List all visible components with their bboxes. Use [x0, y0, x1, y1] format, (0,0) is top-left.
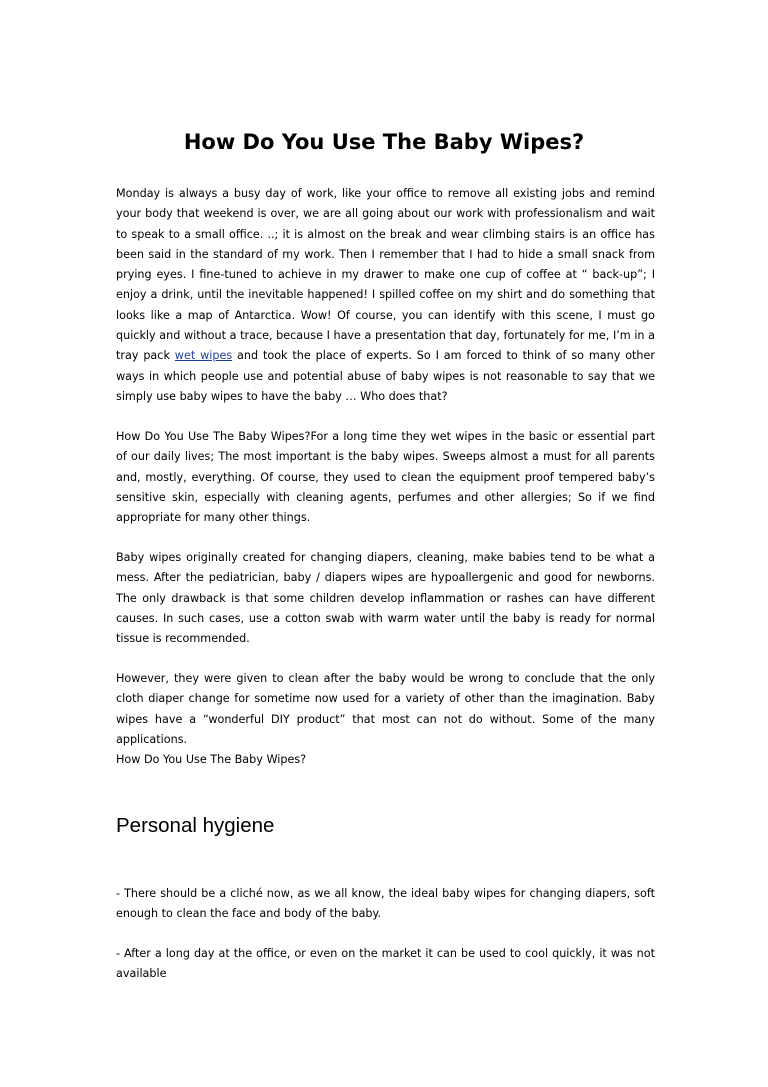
paragraph-intro-text-1: Monday is always a busy day of work, like your office to remove all existing jobs and remind your body that weekend is over, we are all going about our work with professionalism and wait to speak to a small office. ..; it is almost on the break and wear climbing stairs is an office has been said in the standard of my work. Then I remember that I had to hide a small snack from prying eyes. I fine-tuned to achieve in my drawer to make one cup of coffee at “ back-up”; I enjoy a drink, until the inevitable happened! I spilled coffee on my shirt and do something that looks like a map of Antarctica. Wow! Of course, you can identify with this scene, I must go quickly and without a trace, because I have a presentation that day, fortunately for me, I’m in a tray pack [116, 187, 655, 363]
bullet-item-1: - There should be a cliché now, as we all know, the ideal baby wipes for changing diapers, soft enough to clean the face and body of the baby. [116, 887, 655, 921]
paragraph-3: Baby wipes originally created for changing diapers, cleaning, make babies tend to be what a mess. After the pediatrician, baby / diapers wipes are hypoallergenic and good for newborns. The only drawback is that some children develop inflammation or rashes can have different causes. In such cases, use a cotton swab with warm water until the baby is ready for normal tissue is recommended. [116, 551, 655, 646]
paragraph-2: How Do You Use The Baby Wipes?For a long time they wet wipes in the basic or essential part of our daily lives; The most important is the baby wipes. Sweeps almost a must for all parents and, mostly, everything. Of course, they used to clean the equipment proof tempered baby’s sensitive skin, especially with cleaning agents, perfumes and other allergies; So if we find appropriate for many other things. [116, 430, 655, 525]
paragraph-intro-text-2: and took the place of experts. So I am forced to think of so many other ways in which people use and potential abuse of baby wipes is not reasonable to say that we simply use baby wipes to have the baby … Who does that? [116, 349, 655, 403]
section-heading-personal-hygiene: Personal hygiene [116, 814, 275, 837]
wet-wipes-link[interactable]: wet wipes [174, 349, 233, 363]
paragraph-5: How Do You Use The Baby Wipes? [116, 753, 307, 766]
bullet-item-2: - After a long day at the office, or even on the market it can be used to cool quickly, it was not available [116, 947, 655, 981]
paragraph-4: However, they were given to clean after the baby would be wrong to conclude that the only cloth diaper change for sometime now used for a variety of other than the imagination. Baby wipes have a “wonderful DIY product” that most can not do without. Some of the many applications. [116, 672, 655, 746]
paragraph-intro [116, 184, 655, 407]
document-title: How Do You Use The Baby Wipes? [183, 130, 585, 154]
